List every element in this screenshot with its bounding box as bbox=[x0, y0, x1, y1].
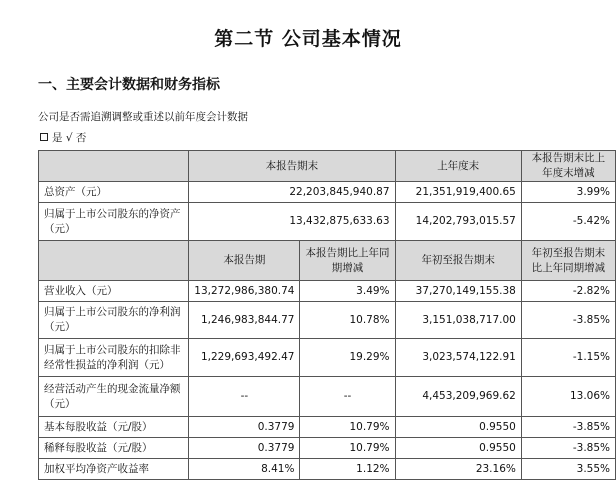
table1-header-blank bbox=[39, 151, 189, 182]
table-row bbox=[39, 339, 616, 377]
cell-value: -- bbox=[189, 377, 300, 417]
cell-value: -5.42% bbox=[521, 203, 615, 241]
restatement-choice-text: 是 √ 否 bbox=[52, 132, 87, 144]
cell-value: 21,351,919,400.65 bbox=[395, 182, 521, 203]
cell-value: 10.79% bbox=[300, 438, 395, 459]
table2-header-period: 本报告期 bbox=[189, 241, 300, 281]
cell-value: 10.79% bbox=[300, 417, 395, 438]
cell-value: 14,202,793,015.57 bbox=[395, 203, 521, 241]
table-row bbox=[39, 182, 616, 203]
cell-value: -2.82% bbox=[521, 281, 615, 302]
cell-value: -- bbox=[300, 377, 395, 417]
cell-value: 1.12% bbox=[300, 459, 395, 480]
cell-value: -3.85% bbox=[521, 438, 615, 459]
cell-value: 23.16% bbox=[395, 459, 521, 480]
cell-value: 0.3779 bbox=[189, 417, 300, 438]
row-label: 加权平均净资产收益率 bbox=[39, 459, 189, 480]
cell-value: 3,151,038,717.00 bbox=[395, 302, 521, 339]
cell-value: 22,203,845,940.87 bbox=[189, 182, 395, 203]
cell-value: 0.9550 bbox=[395, 438, 521, 459]
cell-value: -3.85% bbox=[521, 302, 615, 339]
cell-value: 37,270,149,155.38 bbox=[395, 281, 521, 302]
cell-value: 3,023,574,122.91 bbox=[395, 339, 521, 377]
table2-header-period-change: 本报告期比上年同期增减 bbox=[300, 241, 395, 281]
row-label: 归属于上市公司股东的净资产（元） bbox=[39, 203, 189, 241]
section-heading: 一、主要会计数据和财务指标 bbox=[38, 77, 220, 93]
page-title: 第二节 公司基本情况 bbox=[214, 28, 402, 50]
table2-header-ytd-change: 年初至报告期末比上年同期增减 bbox=[521, 241, 615, 281]
table-row bbox=[39, 438, 616, 459]
financial-data-table bbox=[38, 150, 616, 480]
cell-value: 13,272,986,380.74 bbox=[189, 281, 300, 302]
checkbox-icon bbox=[40, 133, 48, 141]
table1-header-period-end: 本报告期末 bbox=[189, 151, 395, 182]
cell-value: 1,229,693,492.47 bbox=[189, 339, 300, 377]
table2-header-row bbox=[39, 241, 616, 281]
table2-header-blank bbox=[39, 241, 189, 281]
cell-value: 3.55% bbox=[521, 459, 615, 480]
cell-value: -1.15% bbox=[521, 339, 615, 377]
cell-value: 0.9550 bbox=[395, 417, 521, 438]
table2-header-ytd: 年初至报告期末 bbox=[395, 241, 521, 281]
table1-header-row bbox=[39, 151, 616, 182]
row-label: 总资产（元） bbox=[39, 182, 189, 203]
cell-value: 4,453,209,969.62 bbox=[395, 377, 521, 417]
row-label: 归属于上市公司股东的净利润（元） bbox=[39, 302, 189, 339]
cell-value: 0.3779 bbox=[189, 438, 300, 459]
cell-value: 13,432,875,633.63 bbox=[189, 203, 395, 241]
table-row bbox=[39, 302, 616, 339]
table-row bbox=[39, 203, 616, 241]
table-row bbox=[39, 377, 616, 417]
row-label: 归属于上市公司股东的扣除非经常性损益的净利润（元） bbox=[39, 339, 189, 377]
cell-value: 1,246,983,844.77 bbox=[189, 302, 300, 339]
cell-value: 13.06% bbox=[521, 377, 615, 417]
row-label: 经营活动产生的现金流量净额（元） bbox=[39, 377, 189, 417]
table-row bbox=[39, 459, 616, 480]
row-label: 营业收入（元） bbox=[39, 281, 189, 302]
cell-value: 3.49% bbox=[300, 281, 395, 302]
cell-value: 8.41% bbox=[189, 459, 300, 480]
cell-value: -3.85% bbox=[521, 417, 615, 438]
cell-value: 10.78% bbox=[300, 302, 395, 339]
table-row bbox=[39, 281, 616, 302]
table1-header-prior-year-end: 上年度末 bbox=[395, 151, 521, 182]
restatement-choice bbox=[40, 130, 86, 145]
restatement-question: 公司是否需追溯调整或重述以前年度会计数据 bbox=[38, 111, 248, 123]
cell-value: 3.99% bbox=[521, 182, 615, 203]
table-row bbox=[39, 417, 616, 438]
row-label: 稀释每股收益（元/股） bbox=[39, 438, 189, 459]
cell-value: 19.29% bbox=[300, 339, 395, 377]
table1-header-change: 本报告期末比上年度末增减 bbox=[521, 151, 615, 182]
row-label: 基本每股收益（元/股） bbox=[39, 417, 189, 438]
